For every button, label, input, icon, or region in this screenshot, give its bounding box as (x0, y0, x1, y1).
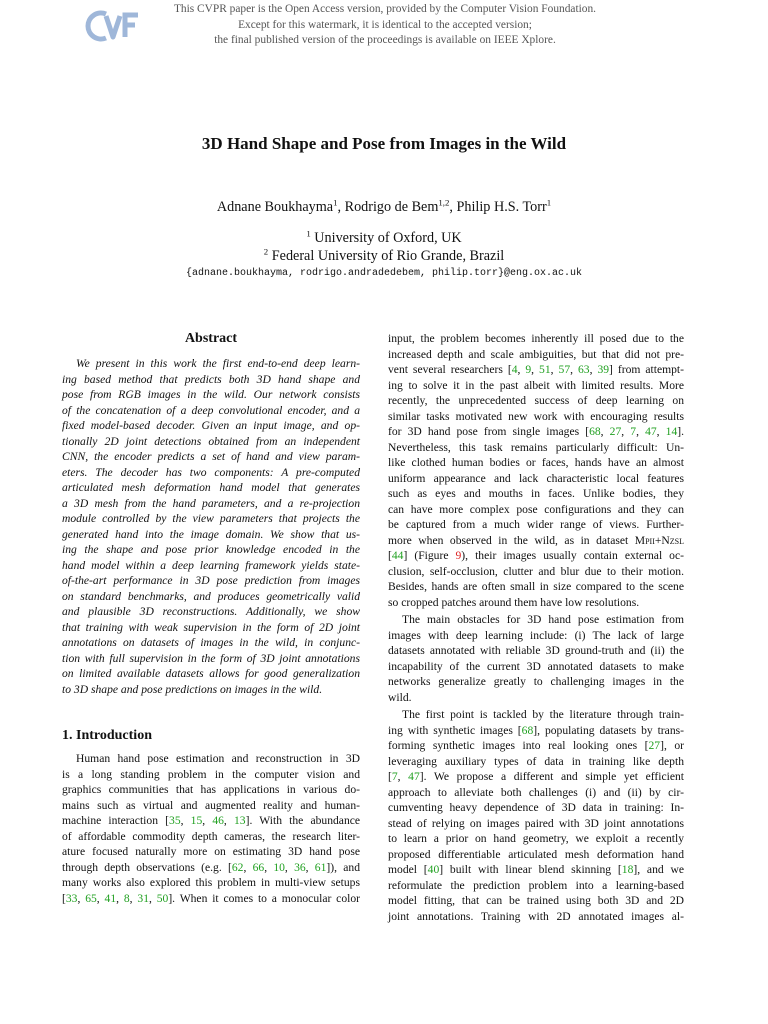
abstract-line: generated hand into the image domain. We show that us- (62, 527, 360, 541)
text-run: , (223, 814, 234, 827)
citation-link[interactable]: 27 (609, 425, 622, 438)
citation-link[interactable]: 51 (539, 363, 551, 376)
text-run: model fitting, that can be trained using both 3D and 2D (388, 894, 684, 907)
abstract-line: ing the shape and pose prior knowledge encoded in the (62, 543, 360, 556)
text-run: , (243, 860, 253, 874)
text-line (388, 378, 684, 394)
abstract-heading: Abstract (184, 331, 238, 346)
text-line (388, 595, 684, 611)
text-run: ing to solve it in the past albeit with limited results. More (388, 378, 684, 392)
watermark-line: This CVPR paper is the Open Access version, provided by the Computer Vision Foundation. (173, 3, 597, 15)
text-line (388, 707, 684, 723)
cvf-logo (84, 6, 140, 46)
author-name: Adnane Boukhayma (216, 199, 334, 215)
text-line (388, 690, 684, 706)
text-run: recently, the unprecedented success of deep learning on (388, 394, 684, 407)
text-run: , (397, 770, 409, 783)
text-line (388, 409, 684, 425)
abstract-line: on limited available datasets allows for good generalization (62, 667, 360, 680)
citation-link[interactable]: 40 (427, 863, 440, 876)
text-run: ing with synthetic images [ (388, 723, 522, 737)
text-run: , (621, 425, 631, 438)
abstract-line: articulated mesh deformation hand model that generates (62, 481, 360, 494)
citation-link[interactable]: 41 (104, 891, 117, 905)
text-line (388, 800, 684, 816)
citation-link[interactable]: 8 (123, 891, 130, 905)
text-line (388, 674, 684, 690)
text-run: stead of relying on images paired with 3D joint annotations (388, 816, 684, 830)
text-run: [ (388, 770, 392, 783)
text-run: such as eyes and mouths in faces. Unlike bodies, they (388, 487, 684, 500)
affil-name: University of Oxford, UK (314, 230, 462, 246)
text-run: ], or (660, 739, 684, 752)
abstract-body (62, 356, 360, 697)
text-run: ature focused naturally more on estimating 3D hand pose (62, 845, 360, 858)
text-run: is a long standing problem in the computer vision and (62, 767, 360, 781)
text-run: , (517, 363, 526, 376)
citation-link[interactable]: 47 (645, 425, 657, 438)
right-column (388, 331, 684, 924)
text-line (62, 875, 360, 891)
text-line (388, 362, 684, 378)
text-run: datasets annotated with reliable 3D ground-truth and (ii) the (388, 644, 684, 657)
text-line (388, 831, 684, 847)
dataset-name: Mpii+Nzsl (634, 533, 684, 547)
text-run: , (180, 814, 191, 827)
text-line (388, 862, 684, 878)
text-run: , (96, 891, 105, 905)
text-run: similar tasks motivated new work with encouraging results (388, 409, 684, 423)
author-name: Philip H.S. Torr (456, 199, 547, 215)
text-run: so cropped patches around them have low resolutions. (388, 595, 640, 609)
abstract-line: eters. The decoder has two components: A pre-computed (62, 465, 360, 479)
text-run: , (305, 860, 315, 874)
text-run: for 3D hand pose from single images [ (388, 425, 590, 438)
text-line (388, 471, 684, 487)
text-run: approach to alleviate both challenges (i) and (ii) by cir- (388, 785, 684, 799)
text-line (62, 860, 360, 876)
abstract-line: of the concatenation of a deep convolutional encoder, and a (62, 403, 360, 417)
text-line (388, 769, 684, 785)
watermark-line: the final published version of the proceedings is available on IEEE Xplore. (214, 34, 556, 46)
citation-link[interactable]: 46 (212, 814, 224, 827)
citation-link[interactable]: 50 (156, 891, 169, 905)
text-run: of affordable commodity depth cameras, the research liter- (62, 829, 360, 843)
text-run: , (600, 425, 610, 438)
text-run: be captured from a much wider range of views. Further- (388, 518, 684, 531)
author-affil-mark: 1,2 (438, 197, 450, 208)
abstract-line: that training with weak supervision in the form of 2D joint (62, 620, 360, 634)
text-run: through depth observations (e.g. [ (62, 860, 232, 874)
text-line (388, 659, 684, 675)
text-line (62, 829, 360, 845)
citation-link[interactable]: 39 (597, 363, 610, 376)
abstract-line: annotations on datasets of images in the wild, in conjunc- (62, 636, 360, 649)
citation-link[interactable]: 44 (391, 549, 404, 562)
text-run: uniform appearance and lack characteristic local features (388, 471, 684, 485)
text-run: , (129, 891, 138, 905)
citation-link[interactable]: 15 (190, 814, 203, 827)
text-run: clusion, self-occlusion, clutter and blur due to their motion. (388, 564, 684, 578)
text-run: wild. (388, 690, 412, 704)
text-run: model [ (388, 863, 428, 876)
text-run: reformulate the prediction problem into a learning-based (388, 878, 684, 892)
abstract-line: fixed model-based decoder. Given an input image, and op- (62, 419, 360, 432)
text-line (388, 455, 684, 471)
text-line (388, 331, 684, 347)
abstract-line: pose from RGB images in the wild. Our network consists (62, 388, 360, 401)
abstract-line: to 3D shape and pose predictions on images in the wild. (62, 682, 323, 696)
author-emails: {adnane.boukhayma, rodrigo.andradedebem, philip.torr}@eng.ox.ac.uk (185, 268, 583, 279)
text-run: , (636, 425, 646, 438)
text-run: The main obstacles for 3D hand pose estimation from (402, 613, 684, 626)
text-run: , (77, 891, 86, 905)
text-line (62, 782, 360, 798)
text-run: leveraging auxiliary types of data in training like depth (388, 754, 684, 768)
citation-link[interactable]: 10 (273, 860, 285, 874)
introduction-heading: 1. Introduction (62, 728, 152, 743)
author-affil-mark: 1 (546, 197, 552, 208)
text-line (388, 517, 684, 533)
figure-ref-link[interactable]: 9 (455, 549, 462, 562)
abstract-line: CNN, the encoder predicts a set of hand and view param- (62, 450, 360, 463)
text-run: proposed differentiable articulated mesh deformation hand (388, 847, 684, 861)
text-line (62, 813, 360, 829)
citation-link[interactable]: 66 (252, 860, 265, 874)
text-run: forming synthetic images into real looking ones [ (388, 739, 649, 752)
text-run: , (531, 363, 540, 376)
abstract-line: and plausible 3D reconstructions. Additionally, we show (62, 605, 360, 618)
text-run: ]. With the abundance (245, 814, 361, 827)
text-run: ]. We propose a different and simple yet efficient (419, 770, 684, 783)
paragraph (388, 331, 684, 610)
text-run: , (570, 363, 578, 376)
citation-link[interactable]: 47 (408, 770, 420, 783)
text-run: , (656, 425, 666, 438)
text-run: , (589, 363, 598, 376)
text-line (388, 909, 684, 925)
citation-link[interactable]: 33 (65, 891, 78, 905)
text-line (388, 723, 684, 739)
text-line (62, 798, 360, 814)
abstract-line: We present in this work the first end-to-end deep learn- (76, 357, 360, 370)
text-run: ] from attempt- (609, 363, 685, 376)
affil-mark: 1 (306, 228, 311, 239)
abstract-line: ing based method that predicts both 3D hand shape and (62, 372, 360, 386)
text-run: many works also explored this problem in multi-view setups (62, 876, 360, 889)
citation-link[interactable]: 57 (558, 363, 571, 376)
text-run: like clothed human bodies or faces, hands have an almost (388, 456, 684, 469)
affiliation (0, 229, 768, 247)
citation-link[interactable]: 36 (294, 860, 306, 874)
citation-link[interactable]: 18 (621, 863, 634, 876)
text-line (388, 579, 684, 595)
text-run: ]), and (326, 860, 360, 874)
text-line (388, 816, 684, 832)
left-column (62, 328, 360, 906)
text-line (388, 424, 684, 440)
text-run: ], populating datasets by trans- (533, 723, 684, 737)
text-run: increased depth and scale ambiguities, but that did not pre- (388, 347, 684, 361)
text-line (388, 612, 684, 628)
citation-link[interactable]: 4 (511, 363, 518, 376)
text-run: joint annotations. Training with 2D annotated images al- (388, 909, 684, 923)
text-run: , (116, 891, 124, 905)
text-run: , (202, 814, 213, 827)
citation-link[interactable]: 13 (233, 814, 246, 827)
text-line (388, 643, 684, 659)
abstract-line: of-the-art performance in 3D pose prediction from images (62, 574, 360, 587)
text-line (388, 628, 684, 644)
text-run: ]. (677, 425, 685, 438)
text-run: Nevertheless, this task remains particularly difficult: Un- (388, 440, 684, 454)
abstract-line: tion with full supervision in the form of 3D joint annotations (62, 651, 360, 665)
text-line (388, 440, 684, 456)
affiliations (0, 229, 768, 265)
text-run: machine interaction [ (62, 814, 170, 827)
text-line (388, 548, 684, 564)
text-run: ], and we (633, 863, 684, 876)
text-run: cumventing heavy dependence of 3D data in training: In- (388, 801, 684, 814)
text-run: ] (Figure (403, 549, 456, 562)
text-line (388, 893, 684, 909)
text-run: vent several researchers [ (388, 363, 512, 376)
citation-link[interactable]: 62 (231, 860, 244, 874)
abstract-line: on standard benchmarks, and produces geometrically valid (62, 589, 360, 603)
text-line (62, 891, 360, 907)
author-name: Rodrigo de Bem (344, 199, 439, 215)
abstract-line: tionally 2D joint detections obtained from an independent (62, 434, 360, 448)
abstract-line: module controlled by the view parameters that projects the (62, 512, 360, 525)
citation-link[interactable]: 63 (577, 363, 590, 376)
text-line (388, 878, 684, 894)
text-run: graphics communities that has applications in various do- (62, 783, 360, 796)
text-run: networks generalize greatly to challenging images in the (388, 675, 684, 688)
text-line (62, 844, 360, 860)
citation-link[interactable]: 61 (314, 860, 327, 874)
citation-link[interactable]: 7 (391, 770, 398, 783)
affil-mark: 2 (263, 246, 269, 257)
text-line (388, 533, 684, 549)
text-line (388, 738, 684, 754)
text-run: ), their images usually contain external oc- (461, 549, 684, 562)
text-run: images with deep learning include: (i) The lack of large (388, 628, 684, 642)
text-run: [ (62, 891, 66, 905)
text-run: The first point is tackled by the literature through train- (402, 708, 684, 721)
citation-link[interactable]: 35 (169, 814, 181, 827)
text-run: ]. When it comes to a monocular color (168, 891, 361, 905)
text-run: ] built with linear blend skinning [ (439, 863, 622, 876)
text-line (388, 393, 684, 409)
citation-link[interactable]: 14 (665, 425, 678, 438)
text-line (388, 754, 684, 770)
text-line (388, 564, 684, 580)
introduction-body (62, 751, 360, 906)
text-line (388, 347, 684, 363)
affiliation (0, 247, 768, 265)
citation-link[interactable]: 7 (630, 425, 637, 438)
text-run: , (264, 860, 274, 874)
affil-name: Federal University of Rio Grande, Brazil (271, 248, 505, 264)
citation-link[interactable]: 68 (589, 425, 601, 438)
text-run: more when observed in the wild, as in dataset (388, 533, 635, 547)
text-line (62, 767, 360, 783)
citation-link[interactable]: 9 (525, 363, 532, 376)
text-run: , (284, 860, 295, 874)
text-run: incapability of the current 3D annotated datasets to make (388, 659, 684, 673)
text-run: [ (388, 549, 392, 562)
citation-link[interactable]: 31 (137, 891, 149, 905)
citation-link[interactable]: 27 (648, 739, 661, 752)
paper-title: 3D Hand Shape and Pose from Images in the Wild (201, 134, 567, 153)
citation-link[interactable]: 65 (85, 891, 97, 905)
abstract-line: a 3D mesh from the hand parameters, and a re-projection (62, 496, 360, 510)
text-run: input, the problem becomes inherently ill posed due to the (388, 332, 684, 345)
text-run: , (550, 363, 559, 376)
watermark-line: Except for this watermark, it is identical to the accepted version; (238, 18, 532, 31)
text-run: Human hand pose estimation and reconstruction in 3D (76, 752, 360, 765)
paragraph (388, 612, 684, 705)
text-run: to learn a prior on hand geometry, we exploit a recently (388, 832, 684, 845)
watermark (150, 2, 620, 49)
paragraph (388, 707, 684, 924)
text-line (388, 847, 684, 863)
text-line (388, 502, 684, 518)
text-line (62, 751, 360, 767)
text-run: Besides, hands are often small in size compared to the scene (388, 580, 684, 593)
abstract-line: hand model within a deep learning framework yields state- (62, 558, 360, 572)
text-line (388, 785, 684, 801)
text-run: , (148, 891, 157, 905)
text-run: mains such as virtual and augmented reality and human- (62, 798, 360, 812)
citation-link[interactable]: 68 (521, 723, 534, 737)
author-list: Adnane Boukhayma$^1$, Rodrigo de Bem$^{1,2}$, Philip H.S. Torr$^1$ (216, 197, 552, 215)
text-line (388, 486, 684, 502)
author-affil-mark: 1 (333, 197, 338, 208)
text-run: can have more complex pose configurations and they can (388, 502, 684, 516)
